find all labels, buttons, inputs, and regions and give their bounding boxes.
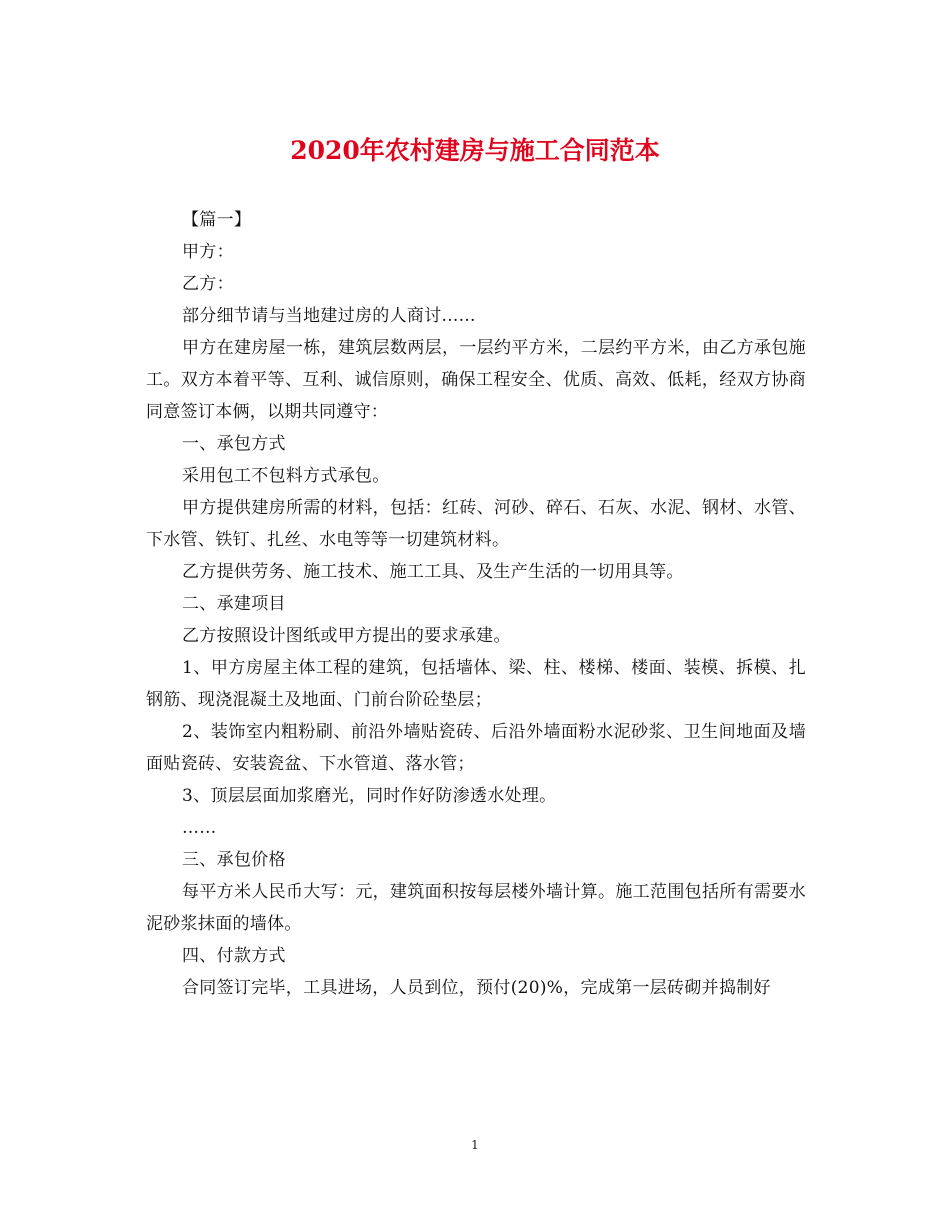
paragraph-labor: 乙方提供劳务、施工技术、施工工具、及生产生活的一切用具等。 bbox=[182, 562, 684, 582]
paragraph-project-basis: 乙方按照设计图纸或甲方提出的要求承建。 bbox=[182, 626, 511, 646]
paragraph-item-1: 1、甲方房屋主体工程的建筑，包括墙体、梁、柱、楼梯、楼面、装模、拆模、扎钢筋、现浇混凝土及地面、门前台阶砼垫层； bbox=[146, 658, 806, 710]
document-body bbox=[146, 204, 806, 1004]
paragraph-payment: 合同签订完毕，工具进场，人员到位，预付(20)%，完成第一层砖砌并捣制好 bbox=[182, 978, 771, 998]
paragraph-materials: 甲方提供建房所需的材料，包括：红砖、河砂、碎石、石灰、水泥、钢材、水管、下水管、铁钉、扎丝、水电等等一切建筑材料。 bbox=[146, 498, 806, 550]
paragraph-party-b: 乙方： bbox=[182, 274, 234, 294]
page-number: 1 bbox=[471, 1138, 479, 1152]
heading-payment: 四、付款方式 bbox=[182, 946, 286, 966]
paragraph-item-2: 2、装饰室内粗粉刷、前沿外墙贴瓷砖、后沿外墙面粉水泥砂浆、卫生间地面及墙面贴瓷砖、安装瓷盆、下水管道、落水管； bbox=[146, 722, 806, 774]
paragraph-ellipsis: …… bbox=[182, 818, 217, 838]
heading-project-items: 二、承建项目 bbox=[182, 594, 286, 614]
paragraph-price: 每平方米人民币大写：元，建筑面积按每层楼外墙计算。施工范围包括所有需要水泥砂浆抹面的墙体。 bbox=[146, 882, 806, 934]
paragraph-intro: 甲方在建房屋一栋，建筑层数两层，一层约平方米，二层约平方米，由乙方承包施工。双方本着平等、互利、诚信原则，确保工程安全、优质、高效、低耗，经双方协商同意签订本俩，以期共同遵守： bbox=[146, 338, 806, 422]
heading-contract-price: 三、承包价格 bbox=[182, 850, 286, 870]
paragraph-contract-method: 采用包工不包料方式承包。 bbox=[182, 466, 390, 486]
paragraph-item-3: 3、顶层层面加浆磨光，同时作好防渗透水处理。 bbox=[182, 786, 557, 806]
paragraph-note: 部分细节请与当地建过房的人商讨...... bbox=[182, 306, 476, 326]
document-title: 2020年农村建房与施工合同范本 bbox=[290, 136, 660, 165]
paragraph-party-a: 甲方： bbox=[182, 242, 234, 262]
paragraph-section-label: 【篇一】 bbox=[182, 210, 252, 230]
heading-contract-method: 一、承包方式 bbox=[182, 434, 286, 454]
